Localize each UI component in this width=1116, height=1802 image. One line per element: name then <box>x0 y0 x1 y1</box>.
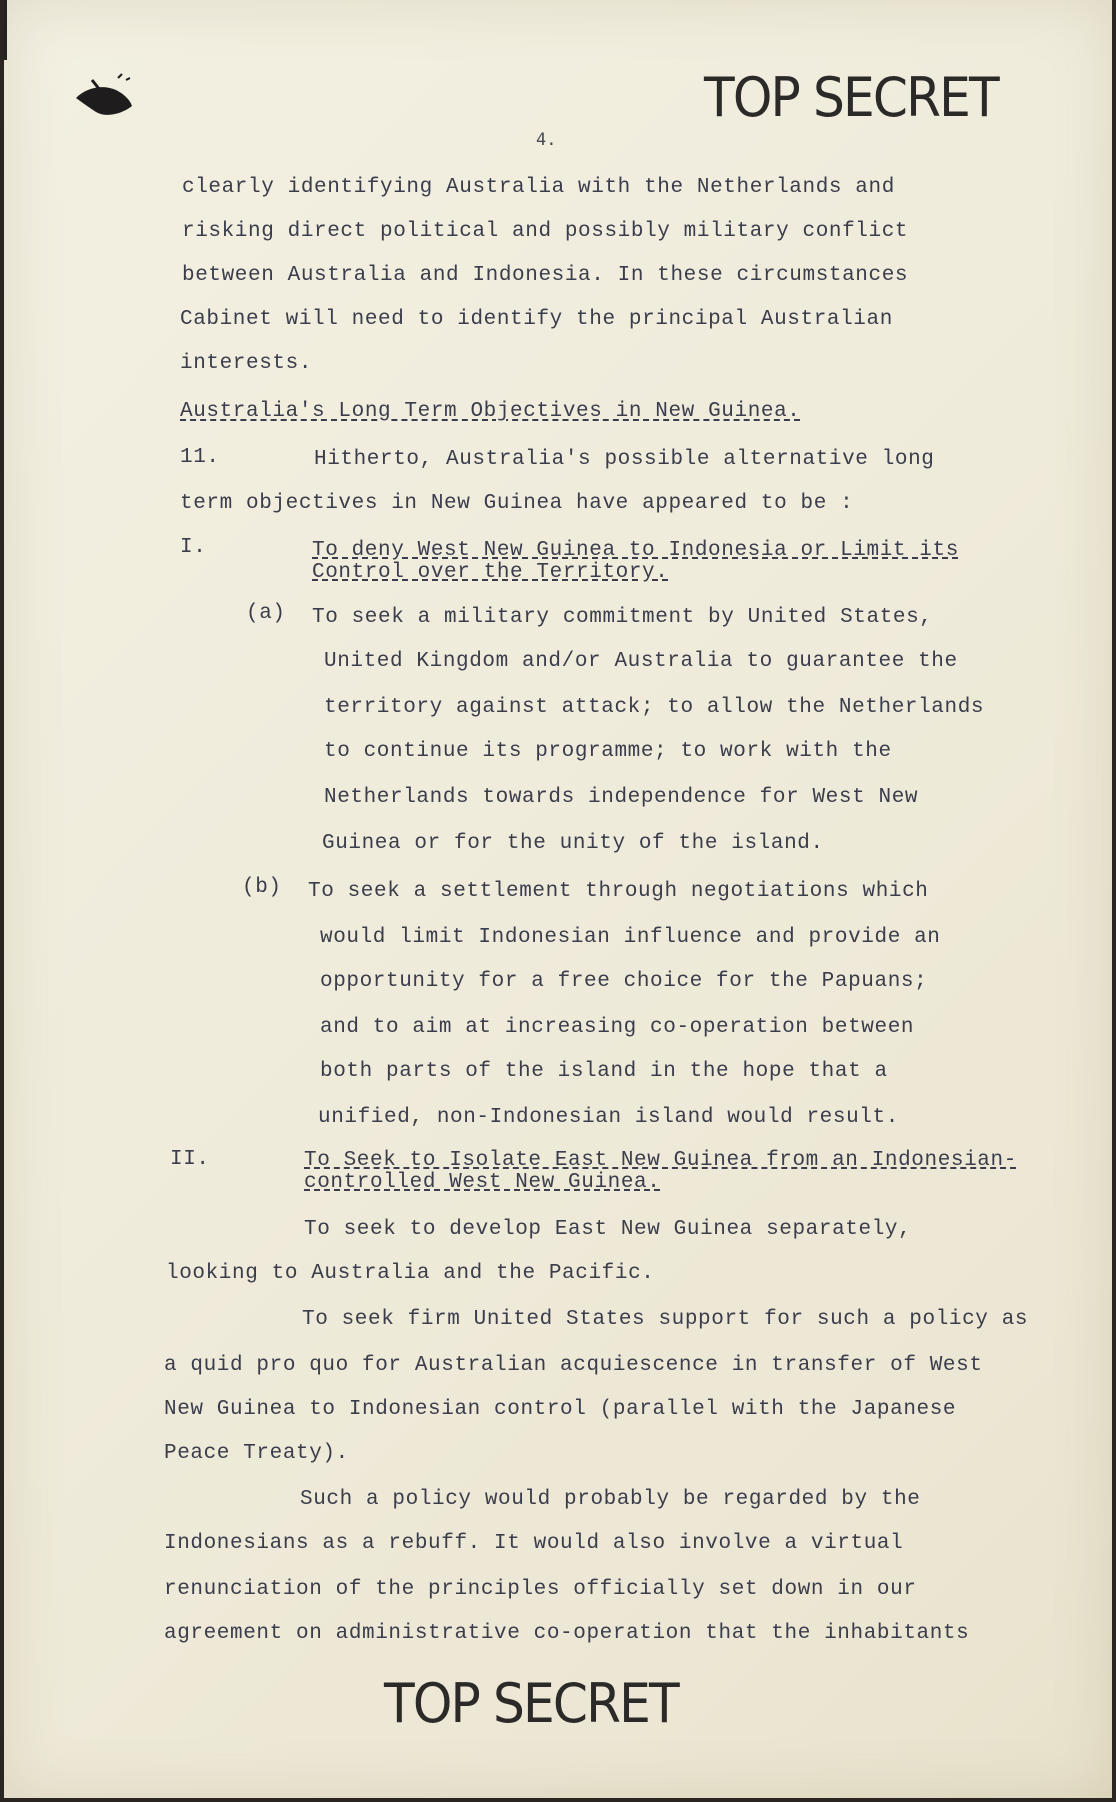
body-line: both parts of the island in the hope that a <box>320 1060 888 1083</box>
body-line: Indonesians as a rebuff. It would also involve a virtual <box>164 1532 904 1555</box>
objective-numeral: I. <box>180 536 207 559</box>
classification-stamp-top: TOP SECRET <box>704 66 998 129</box>
item-label: (a) <box>246 602 286 625</box>
body-line: To seek firm United States support for such a policy as <box>302 1308 1029 1331</box>
body-line: a quid pro quo for Australian acquiescence in transfer of West <box>164 1354 983 1377</box>
body-line: clearly identifying Australia with the Netherlands and <box>182 176 895 199</box>
objective-heading-line: Control over the Territory. <box>312 561 669 584</box>
body-line: New Guinea to Indonesian control (parallel with the Japanese <box>164 1398 957 1421</box>
body-line: would limit Indonesian influence and provide an <box>320 926 941 949</box>
body-line: opportunity for a free choice for the Papuans; <box>320 970 928 993</box>
body-line: Guinea or for the unity of the island. <box>322 832 824 855</box>
clip-mark-icon <box>72 70 136 124</box>
body-line: Such a policy would probably be regarded by the <box>300 1488 921 1511</box>
objective-heading <box>304 1150 1017 1194</box>
body-line: To seek a military commitment by United States, <box>312 606 933 629</box>
classification-stamp-bottom: TOP SECRET <box>384 1672 678 1735</box>
paragraph-number: 11. <box>180 446 220 469</box>
body-line: looking to Australia and the Pacific. <box>166 1262 655 1285</box>
body-line: agreement on administrative co-operation that the inhabitants <box>164 1622 970 1645</box>
body-line: territory against attack; to allow the Netherlands <box>324 696 985 719</box>
document-page <box>4 0 1112 1798</box>
page-edge-mark <box>4 0 7 60</box>
body-line: renunciation of the principles officially set down in our <box>164 1578 917 1601</box>
body-line: Hitherto, Australia's possible alternative long <box>314 448 935 471</box>
objective-heading-line: To deny West New Guinea to Indonesia or Limit its <box>312 539 959 562</box>
body-line: and to aim at increasing co-operation between <box>320 1016 915 1039</box>
body-line: To seek a settlement through negotiations which <box>308 880 929 903</box>
objective-heading <box>312 540 959 584</box>
body-line: United Kingdom and/or Australia to guarantee the <box>324 650 958 673</box>
body-line: between Australia and Indonesia. In these circumstances <box>182 264 909 287</box>
item-label: (b) <box>242 876 282 899</box>
page-number: 4. <box>536 130 557 150</box>
body-line: Cabinet will need to identify the principal Australian <box>180 308 893 331</box>
body-line: interests. <box>180 352 313 375</box>
objective-heading-line: To Seek to Isolate East New Guinea from an Indonesian- <box>304 1149 1017 1172</box>
body-line: unified, non-Indonesian island would result. <box>318 1106 899 1129</box>
body-line: To seek to develop East New Guinea separately, <box>304 1218 912 1241</box>
body-line: term objectives in New Guinea have appeared to be : <box>180 492 854 515</box>
body-line: risking direct political and possibly military conflict <box>182 220 909 243</box>
section-heading: Australia's Long Term Objectives in New Guinea. <box>180 400 801 423</box>
objective-numeral: II. <box>170 1148 210 1171</box>
objective-heading-line: controlled West New Guinea. <box>304 1171 661 1194</box>
body-line: Peace Treaty). <box>164 1442 349 1465</box>
body-line: to continue its programme; to work with the <box>324 740 892 763</box>
body-line: Netherlands towards independence for West New <box>324 786 919 809</box>
